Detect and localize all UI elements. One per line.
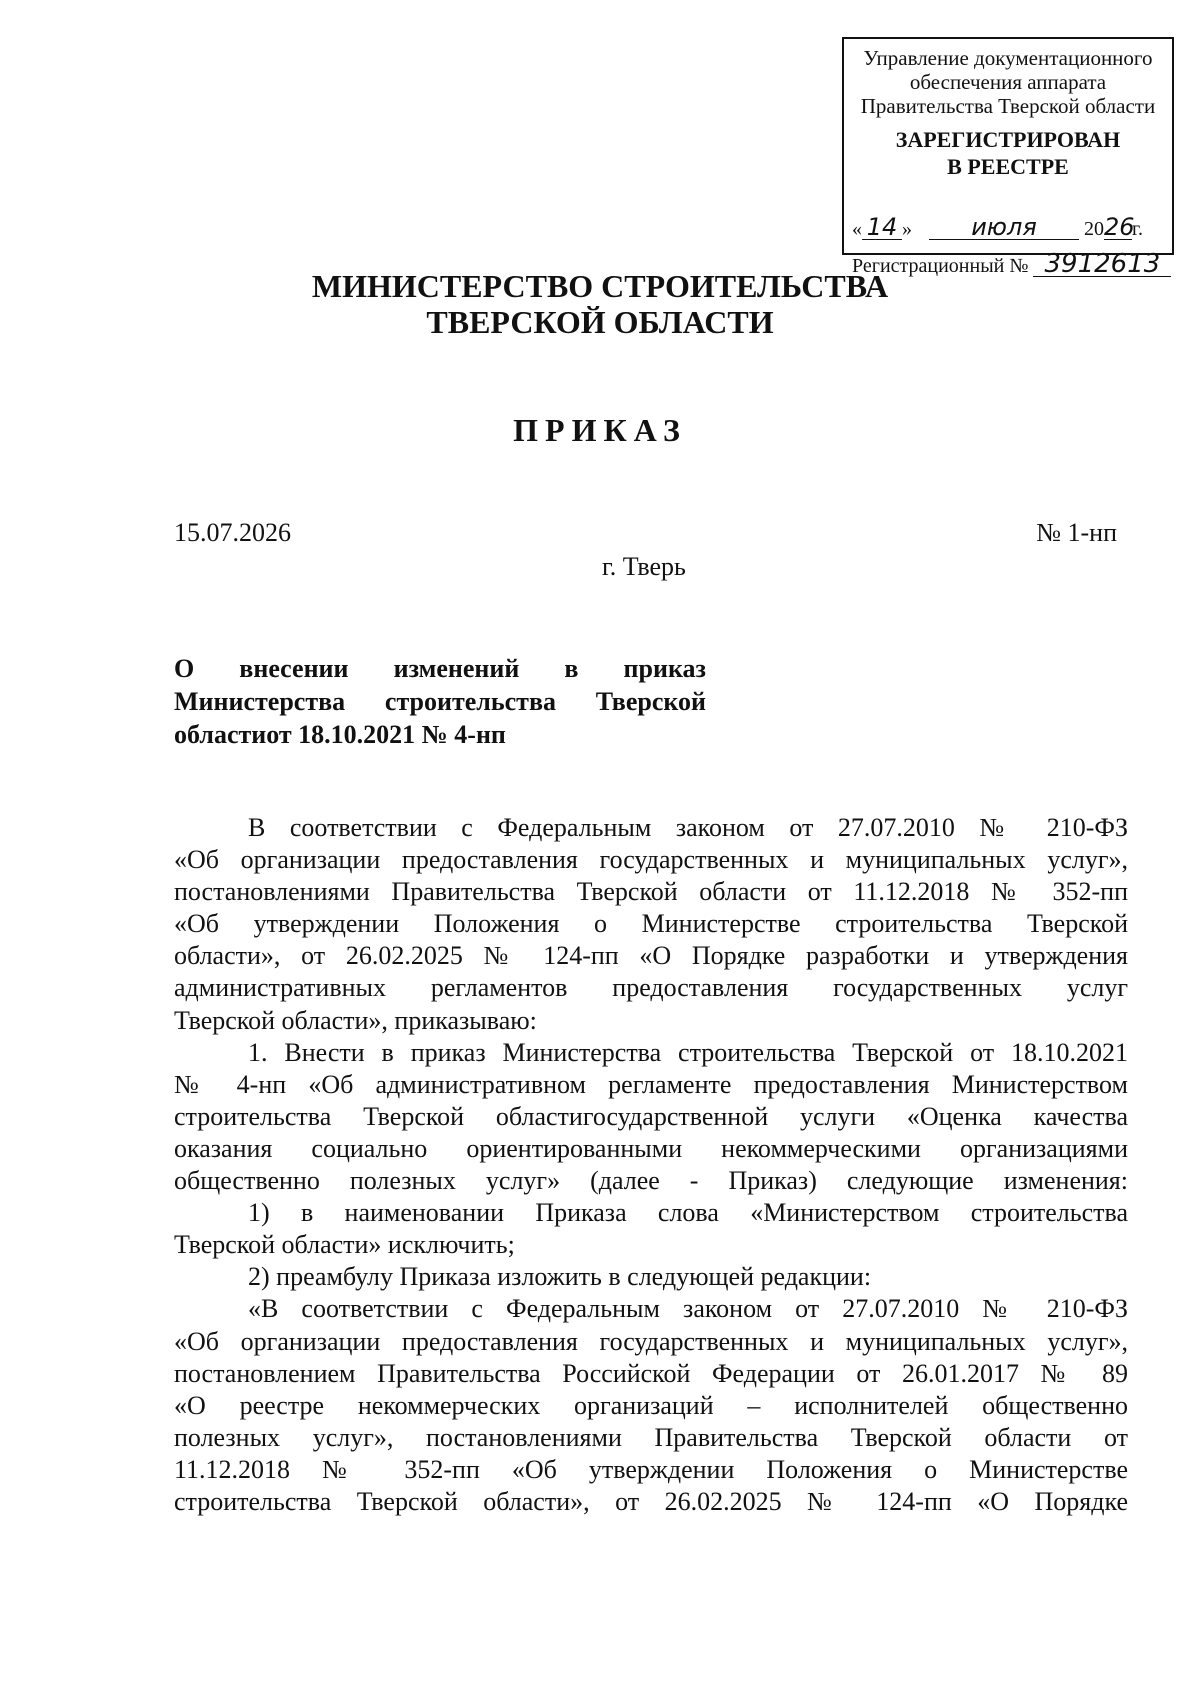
order-date: 15.07.2026: [174, 518, 291, 547]
stamp-date-year-end: г.: [1132, 218, 1143, 240]
subject-line: областиот 18.10.2021 № 4-нп: [174, 720, 506, 749]
body-line: 1) в наименовании Приказа слова «Министерством строительства: [248, 1198, 1128, 1228]
stamp-registered-line: ЗАРЕГИСТРИРОВАН: [895, 127, 1121, 152]
stamp-date-month: июля: [929, 215, 1079, 240]
subject-line: Министерства строительства Тверской: [174, 687, 706, 716]
body-line: Тверской области» исключить;: [174, 1230, 515, 1260]
body-line: области», от 26.02.2025 № 124-пп «О Порядке разработки и утверждения: [174, 941, 1128, 971]
body-line: строительства Тверской областигосударственной услуги «Оценка качества: [174, 1101, 1128, 1131]
stamp-reg-number: 3912613: [1033, 252, 1171, 277]
body-line: полезных услуг», постановлениями Правительства Тверской области от: [174, 1422, 1128, 1452]
stamp-date: « 14 » июля 2026г.: [852, 213, 1143, 241]
stamp-reg-label: Регистрационный №: [852, 255, 1029, 277]
body-line: 1. Внести в приказ Министерства строительства Тверской от 18.10.2021: [248, 1037, 1128, 1067]
order-city: г. Тверь: [602, 552, 686, 581]
body-line: В соответствии с Федеральным законом от 27.07.2010 № 210-ФЗ: [248, 813, 1128, 842]
body-line: № 4-нп «Об административном регламенте предоставления Министерством: [174, 1069, 1128, 1099]
stamp-date-year-suffix: 26: [1104, 213, 1135, 241]
stamp-registered-line: В РЕЕСТРЕ: [947, 154, 1069, 179]
body-line: «В соответствии с Федеральным законом от 27.07.2010 № 210-ФЗ: [248, 1294, 1128, 1324]
body-line: 11.12.2018 № 352-пп «Об утверждении Положения о Министерстве: [174, 1454, 1128, 1484]
stamp-org-line: Правительства Тверской области: [860, 94, 1156, 118]
body-line: 2) преамбулу Приказа изложить в следующей редакции:: [248, 1262, 872, 1292]
order-body: [174, 812, 1128, 1518]
body-line: административных регламентов предоставления государственных услуг: [174, 973, 1128, 1003]
ministry-title: [0, 268, 1200, 340]
subject-line: О внесении изменений в приказ: [174, 654, 706, 683]
body-line: «Об организации предоставления государственных и муниципальных услуг»,: [174, 845, 1128, 875]
stamp-date-year-prefix: 20: [1084, 218, 1104, 240]
body-line: общественно полезных услуг» (далее - Приказ) следующие изменения:: [174, 1166, 1128, 1196]
stamp-organization: [844, 46, 1172, 118]
registration-stamp: [842, 37, 1174, 279]
body-line: оказания социально ориентированными некоммерческими организациями: [174, 1133, 1128, 1163]
stamp-date-day: 14: [862, 215, 902, 240]
body-line: «О реестре некоммерческих организаций – исполнителей общественно: [174, 1390, 1128, 1420]
body-line: строительства Тверской области», от 26.02.2025 № 124-пп «О Порядке: [174, 1486, 1128, 1516]
body-line: Тверской области», приказываю:: [174, 1005, 537, 1035]
stamp-registered: [844, 126, 1172, 180]
document-type: ПРИКАЗ: [513, 412, 687, 448]
order-subject: [174, 652, 706, 751]
stamp-org-line: Управление документационного: [863, 46, 1153, 70]
ministry-title-line: ТВЕРСКОЙ ОБЛАСТИ: [426, 304, 774, 340]
body-line: постановлениями Правительства Тверской области от 11.12.2018 № 352-пп: [174, 877, 1128, 907]
body-line: «Об организации предоставления государственных и муниципальных услуг»,: [174, 1326, 1128, 1356]
stamp-org-line: обеспечения аппарата: [909, 70, 1107, 94]
ministry-title-line: МИНИСТЕРСТВО СТРОИТЕЛЬСТВА: [311, 268, 889, 304]
order-number: № 1-нп: [1036, 518, 1117, 547]
body-line: «Об утверждении Положения о Министерстве строительства Тверской: [174, 909, 1128, 939]
body-line: постановлением Правительства Российской Федерации от 26.01.2017 № 89: [174, 1358, 1128, 1388]
